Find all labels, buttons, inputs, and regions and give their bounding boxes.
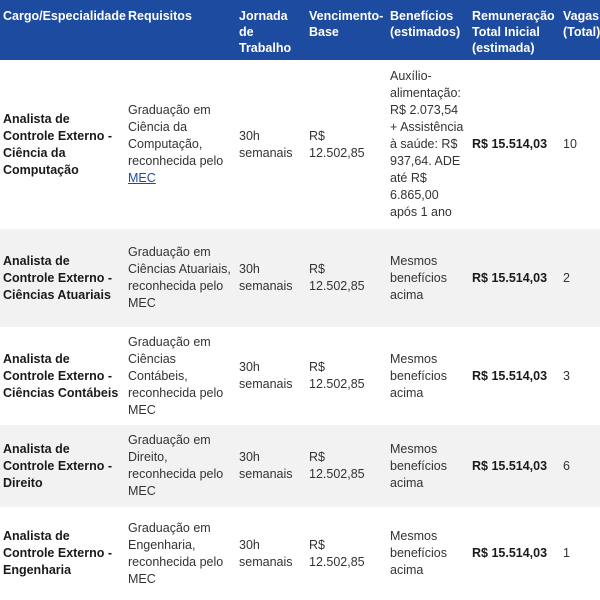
header-vencimento: Vencimento-Base (306, 0, 387, 60)
cell-vagas: 2 (563, 270, 570, 285)
header-beneficios: Benefícios (estimados) (387, 0, 469, 60)
cell-vagas: 6 (563, 458, 570, 473)
cell-jornada: 30h semanais (239, 262, 293, 293)
header-jornada: Jornada de Trabalho (236, 0, 306, 60)
cell-vencimento: R$ 12.502,85 (309, 450, 365, 481)
cell-jornada: 30h semanais (239, 450, 293, 481)
cell-remuneracao: R$ 15.514,03 (472, 137, 548, 151)
table-row (0, 425, 600, 507)
cell-jornada: 30h semanais (239, 537, 293, 569)
cell-requisitos: Graduação em Direito, reconhecida pelo MEC (128, 433, 224, 498)
cell-vagas: 1 (563, 546, 570, 560)
cell-vagas: 10 (563, 137, 577, 151)
cell-vencimento: R$ 12.502,85 (309, 262, 365, 293)
cell-beneficios: Mesmos benefícios acima (390, 529, 447, 577)
cell-cargo: Analista de Controle Externo - Engenharia (3, 529, 113, 577)
cell-vencimento: R$ 12.502,85 (309, 537, 365, 569)
cell-jornada: 30h semanais (239, 360, 293, 391)
table-row (0, 60, 600, 229)
cell-requisitos: Graduação em Ciências Atuariais, reconhecida pelo MEC (128, 245, 231, 310)
cell-beneficios: Mesmos benefícios acima (390, 441, 447, 490)
cell-vencimento: R$ 12.502,85 (309, 360, 365, 391)
cell-remuneracao: R$ 15.514,03 (472, 270, 548, 285)
cell-beneficios: Mesmos benefícios acima (390, 253, 447, 302)
cell-beneficios: Auxílio-alimentação: R$ 2.073,54 + Assistência à saúde: R$ 937,64. ADE até R$ 6.865,00 após 1 ano (390, 69, 464, 219)
cell-cargo: Analista de Controle Externo - Ciência da Computação (3, 111, 113, 177)
cell-cargo: Analista de Controle Externo - Ciências Contábeis (3, 351, 119, 400)
cell-requisitos (125, 60, 236, 229)
table-row (0, 229, 600, 327)
cell-vencimento: R$ 12.502,85 (309, 128, 365, 160)
table-header (0, 0, 600, 60)
cell-remuneracao: R$ 15.514,03 (472, 368, 548, 383)
header-vagas: Vagas (Total) (560, 0, 600, 60)
table-row (0, 507, 600, 600)
cell-cargo: Analista de Controle Externo - Ciências Atuariais (3, 253, 113, 302)
cell-requisitos: Graduação em Ciências Contábeis, reconhecida pelo MEC (128, 334, 224, 417)
cell-beneficios: Mesmos benefícios acima (390, 351, 447, 400)
cell-jornada: 30h semanais (239, 128, 293, 160)
cell-remuneracao: R$ 15.514,03 (472, 546, 548, 560)
header-requisitos: Requisitos (125, 0, 236, 60)
header-cargo: Cargo/Especialidade (0, 0, 125, 60)
table-row (0, 327, 600, 425)
requisitos-text: Graduação em Ciência da Computação, reconhecida pelo (128, 103, 224, 168)
cell-requisitos: Graduação em Engenharia, reconhecida pelo MEC (128, 520, 224, 586)
table-body (0, 60, 600, 600)
cell-cargo: Analista de Controle Externo - Direito (3, 441, 113, 490)
header-row (0, 0, 600, 60)
header-remuneracao: Remuneração Total Inicial (estimada) (469, 0, 560, 60)
mec-link[interactable]: MEC (128, 171, 156, 185)
cell-vagas: 3 (563, 368, 570, 383)
cell-remuneracao: R$ 15.514,03 (472, 458, 548, 473)
